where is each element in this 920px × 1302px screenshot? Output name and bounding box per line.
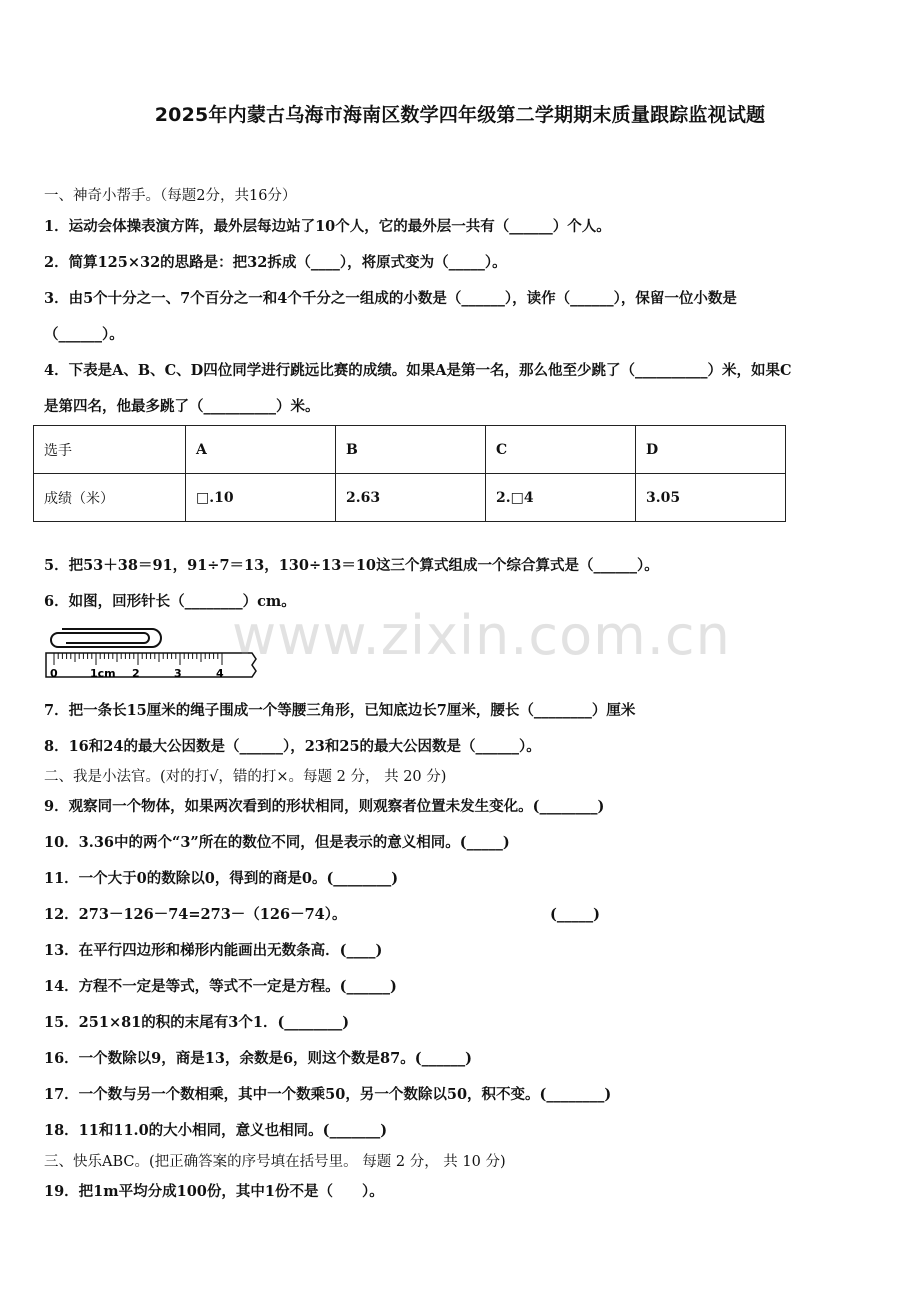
question-12: 12．273－126－74=273－（126－74）。	[44, 906, 347, 923]
question-7: 7．把一条长15厘米的绳子围成一个等腰三角形，已知底边长7厘米，腰长（________）厘米	[44, 702, 636, 719]
table-cell: 成绩（米）	[34, 474, 186, 522]
section-heading-2: 二、我是小法官。(对的打√，错的打×。每题 2 分， 共 20 分)	[44, 769, 447, 785]
question-17: 17．一个数与另一个数相乘，其中一个数乘50，另一个数除以50，积不变。(________)	[44, 1086, 612, 1103]
question-5: 5．把53＋38＝91，91÷7＝13，130÷13＝10这三个算式组成一个综合算式是（______）。	[44, 557, 659, 574]
question-10: 10．3.36中的两个“3”所在的数位不同，但是表示的意义相同。(_____)	[44, 834, 510, 851]
question-4-line-2: 是第四名，他最多跳了（__________）米。	[44, 398, 320, 415]
question-6: 6．如图，回形针长（________）cm。	[44, 593, 296, 610]
score-table	[33, 425, 786, 522]
question-8: 8．16和24的最大公因数是（______），23和25的最大公因数是（______）。	[44, 738, 541, 755]
table-row	[34, 474, 786, 522]
table-cell: □.10	[186, 474, 336, 522]
section-heading-1: 一、神奇小帮手。（每题2分，共16分）	[44, 188, 297, 204]
paperclip-icon	[51, 629, 161, 647]
ruler-label: 4	[216, 667, 224, 680]
page-title: 2025年内蒙古乌海市海南区数学四年级第二学期期末质量跟踪监视试题	[154, 104, 766, 126]
question-3-line-2: （______）。	[44, 326, 124, 343]
table-cell: C	[486, 426, 636, 474]
question-13: 13．在平行四边形和梯形内能画出无数条高．(____)	[44, 942, 383, 959]
question-19: 19．把1m平均分成100份，其中1份不是（ ）。	[44, 1183, 384, 1200]
table-cell: 选手	[34, 426, 186, 474]
question-3-line-1: 3．由5个十分之一、7个百分之一和4个千分之一组成的小数是（______），读作（______），保留一位小数是	[44, 290, 737, 307]
paperclip-ruler-figure	[44, 625, 264, 687]
table-cell: B	[336, 426, 486, 474]
ruler-label: 1cm	[90, 667, 116, 680]
ruler-label: 2	[132, 667, 140, 680]
question-2: 2．简算125×32的思路是：把32拆成（____），将原式变为（_____）。	[44, 254, 507, 271]
question-15: 15．251×81的积的末尾有3个1．(________)	[44, 1014, 350, 1031]
table-cell: D	[636, 426, 786, 474]
question-1: 1．运动会体操表演方阵，最外层每边站了10个人，它的最外层一共有（______）个人。	[44, 218, 611, 235]
watermark: www.zixin.com.cn	[232, 604, 731, 667]
table-row	[34, 426, 786, 474]
question-9: 9．观察同一个物体，如果两次看到的形状相同，则观察者位置未发生变化。(________)	[44, 798, 605, 815]
question-16: 16．一个数除以9，商是13，余数是6，则这个数是87。(______)	[44, 1050, 472, 1067]
table-cell: 3.05	[636, 474, 786, 522]
question-12-blank: (_____)	[550, 906, 600, 923]
question-4-line-1: 4．下表是A、B、C、D四位同学进行跳远比赛的成绩。如果A是第一名，那么他至少跳了（__________）米，如果C	[44, 362, 792, 379]
table-cell: A	[186, 426, 336, 474]
table-cell: 2.□4	[486, 474, 636, 522]
section-heading-3: 三、快乐ABC。(把正确答案的序号填在括号里。 每题 2 分， 共 10 分)	[44, 1154, 506, 1170]
ruler-label: 0	[50, 667, 58, 680]
question-14: 14．方程不一定是等式，等式不一定是方程。(______)	[44, 978, 397, 995]
ruler-label: 3	[174, 667, 182, 680]
question-18: 18．11和11.0的大小相同，意义也相同。(_______)	[44, 1122, 388, 1139]
question-11: 11．一个大于0的数除以0，得到的商是0。(________)	[44, 870, 399, 887]
table-cell: 2.63	[336, 474, 486, 522]
